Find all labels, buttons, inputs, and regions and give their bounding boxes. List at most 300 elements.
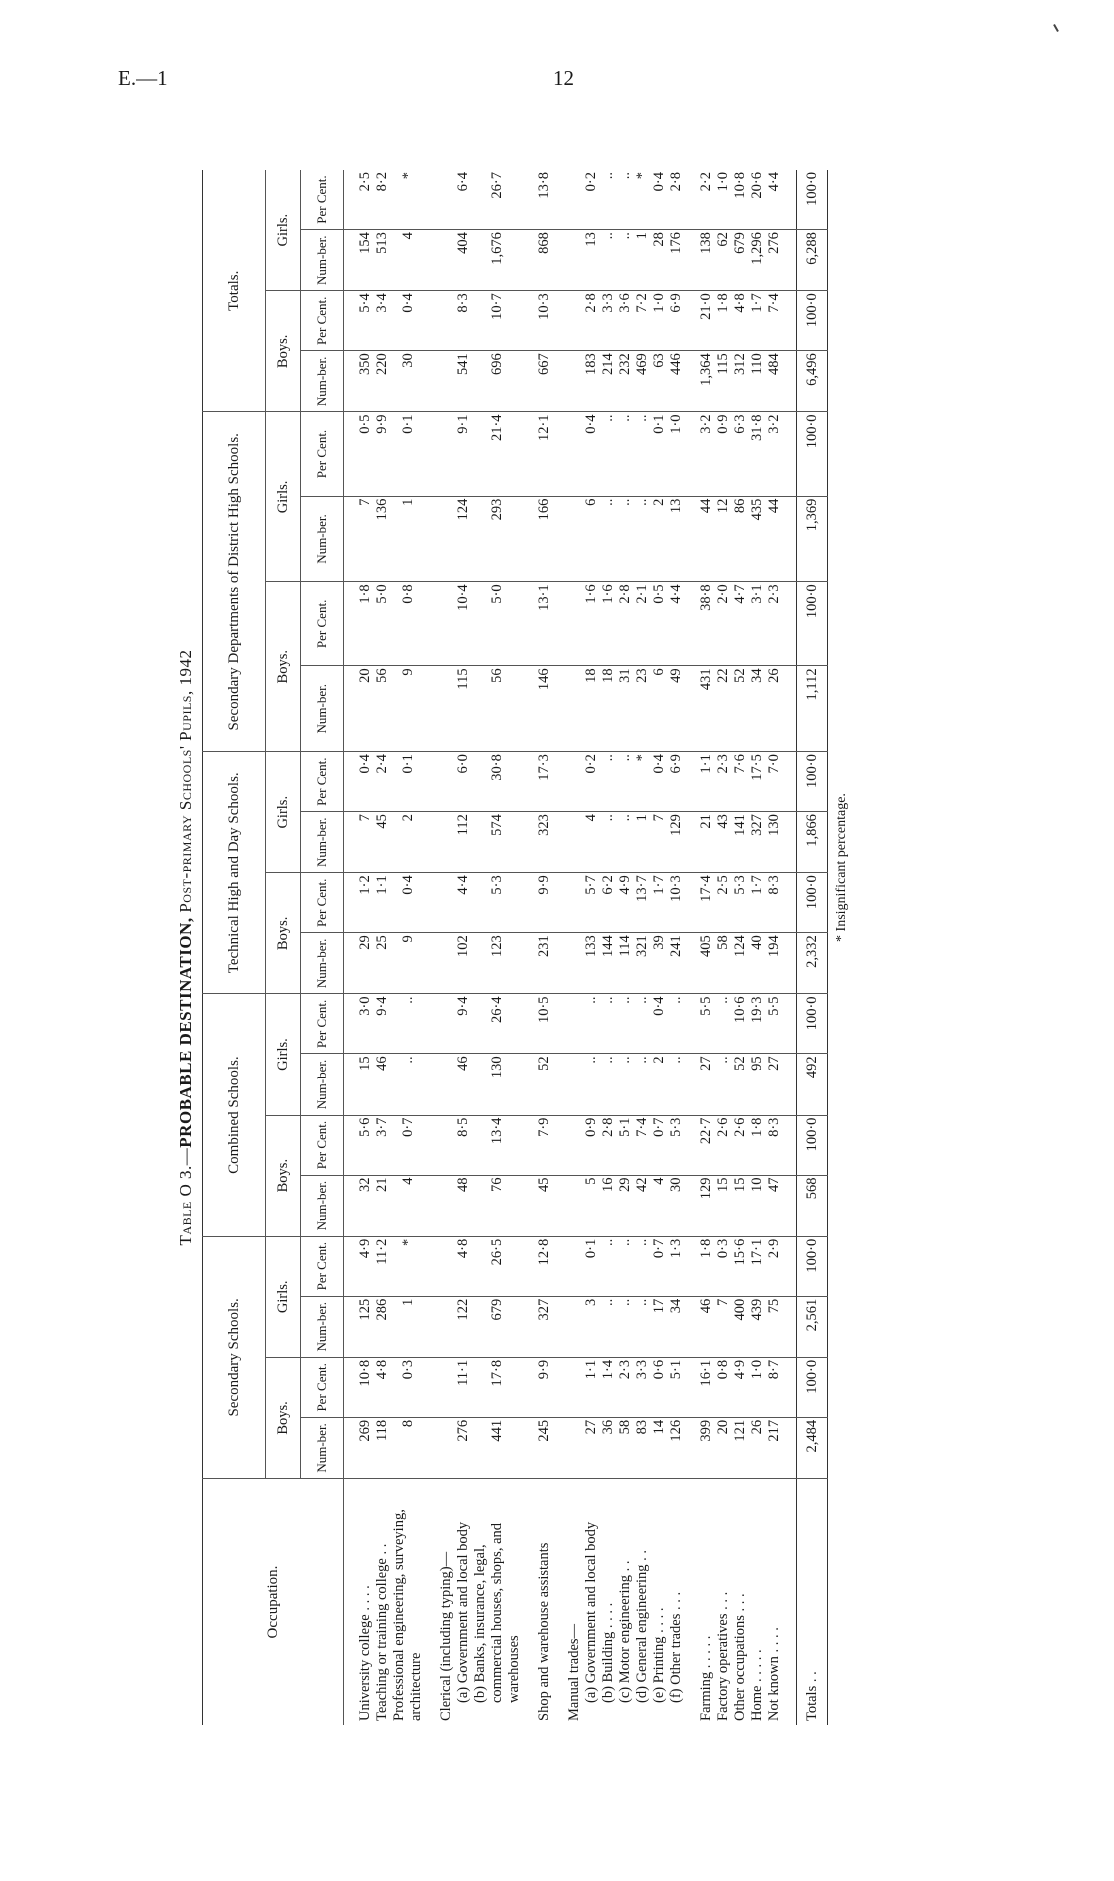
table-cell: 10 [749, 1175, 766, 1236]
table-cell: 16 [600, 1175, 617, 1236]
unit-header: Num-ber. [301, 1296, 344, 1357]
table-cell: 231 [536, 933, 553, 994]
spacer-cell [553, 170, 566, 230]
table-row [583, 170, 600, 1725]
table-cell: 102 [455, 933, 472, 994]
sex-header: Girls. [266, 412, 301, 582]
table-cell: 5·0 [472, 582, 523, 666]
occupation-label: Farming . . . . . [698, 1635, 714, 1721]
table-cell: 18 [600, 666, 617, 752]
table-cell: 32 [357, 1175, 374, 1236]
table-cell: 123 [472, 933, 523, 994]
rotated-table-block [170, 170, 930, 1725]
table-cell: 52 [732, 1054, 749, 1115]
table-cell: 4·8 [455, 1236, 472, 1296]
table-cell: 405 [698, 933, 715, 994]
table-cell: 2·0 [715, 582, 732, 666]
spacer-cell [783, 752, 797, 812]
spacer-cell [783, 170, 797, 230]
table-cell: 2,561 [797, 1296, 828, 1357]
table-cell: 513 [374, 230, 391, 291]
table-cell: 0·5 [357, 412, 374, 496]
table-cell: 138 [698, 230, 715, 291]
table-cell: 0·8 [391, 582, 425, 666]
table-cell: .. [617, 1054, 634, 1115]
sex-header: Girls. [266, 170, 301, 291]
spacer-cell [344, 752, 358, 812]
table-cell: 9·9 [536, 1357, 553, 1417]
table-row [634, 170, 651, 1725]
table-cell: 1,364 [698, 351, 715, 412]
table-cell: 46 [455, 1054, 472, 1115]
spacer-cell [523, 933, 536, 994]
spacer-cell [783, 496, 797, 582]
table-cell: 5·3 [472, 873, 523, 933]
table-cell: 2 [651, 496, 668, 582]
table-cell: 8·2 [374, 170, 391, 230]
spacer-cell [523, 873, 536, 933]
table-cell: 2 [651, 1054, 668, 1115]
table-cell: 321 [634, 933, 651, 994]
spacer-cell [553, 1054, 566, 1115]
spacer-cell [553, 1236, 566, 1296]
table-cell [438, 170, 455, 230]
unit-header: Per Cent. [301, 994, 344, 1054]
unit-header: Num-ber. [301, 496, 344, 582]
table-cell: 40 [749, 933, 766, 994]
table-row [472, 170, 523, 1725]
table-cell: 58 [715, 933, 732, 994]
table-cell: 217 [766, 1417, 783, 1478]
occupation-label: (a) Government and local body [455, 1521, 471, 1703]
table-cell: 21 [374, 1175, 391, 1236]
spacer-cell [344, 1296, 358, 1357]
table-cell: 293 [472, 496, 523, 582]
table-cell: 4 [391, 1175, 425, 1236]
occupation-label: (c) Motor engineering . . [617, 1560, 633, 1703]
table-cell: 1·2 [357, 873, 374, 933]
spacer-cell [553, 752, 566, 812]
table-cell: 44 [766, 496, 783, 582]
spacer-cell [523, 994, 536, 1054]
spacer-cell [553, 1479, 566, 1726]
spacer-cell [783, 1357, 797, 1417]
table-header [203, 170, 344, 1725]
spacer-cell [685, 752, 698, 812]
table-cell [566, 1296, 583, 1357]
table-cell: 133 [583, 933, 600, 994]
table-cell: 166 [536, 496, 553, 582]
table-cell: 129 [668, 812, 685, 873]
group-header: Combined Schools. [203, 994, 266, 1236]
table-cell: 2·1 [634, 582, 651, 666]
table-row [566, 170, 583, 1725]
table-cell [566, 933, 583, 994]
table-cell: 52 [732, 666, 749, 752]
table-cell: 4 [391, 230, 425, 291]
table-cell [438, 230, 455, 291]
table-cell: 5·1 [668, 1357, 685, 1417]
spacer-cell [685, 230, 698, 291]
spacer-cell [523, 666, 536, 752]
table-cell [438, 1054, 455, 1115]
table-cell: 48 [455, 1175, 472, 1236]
table-cell: 2·2 [698, 170, 715, 230]
table-cell [438, 1175, 455, 1236]
table-cell: 0·1 [651, 412, 668, 496]
table-cell: 0·4 [357, 752, 374, 812]
table-cell: 17·1 [749, 1236, 766, 1296]
sex-header: Boys. [266, 1357, 301, 1478]
table-cell: 13 [668, 496, 685, 582]
table-cell: .. [600, 812, 617, 873]
table-cell: 26·7 [472, 170, 523, 230]
table-cell: 126 [668, 1417, 685, 1478]
table-cell: 4·4 [455, 873, 472, 933]
table-row [732, 170, 749, 1725]
spacer-cell [344, 1054, 358, 1115]
table-cell: 45 [536, 1175, 553, 1236]
table-cell: 23 [634, 666, 651, 752]
table-cell: 95 [749, 1054, 766, 1115]
occupation-label: Professional engineering, surveying, architecture [391, 1509, 424, 1721]
table-cell: 110 [749, 351, 766, 412]
spacer-cell [783, 1296, 797, 1357]
spacer-cell [425, 812, 438, 873]
table-cell: 2·8 [617, 582, 634, 666]
table-cell: 276 [766, 230, 783, 291]
table-cell: 17·3 [536, 752, 553, 812]
table-cell [566, 666, 583, 752]
spacer-cell [685, 351, 698, 412]
table-cell: 44 [698, 496, 715, 582]
table-cell: 36 [600, 1417, 617, 1478]
table-cell: * [391, 1236, 425, 1296]
table-cell: 0·4 [391, 291, 425, 351]
table-cell: 29 [617, 1175, 634, 1236]
table-cell: 11·1 [455, 1357, 472, 1417]
table-cell: 38·8 [698, 582, 715, 666]
spacer-cell [523, 582, 536, 666]
table-cell: 31 [617, 666, 634, 752]
table-cell: 26·5 [472, 1236, 523, 1296]
table-cell: 269 [357, 1417, 374, 1478]
spacer-cell [344, 1417, 358, 1478]
table-cell: 22 [715, 666, 732, 752]
table-cell [566, 291, 583, 351]
spacer-cell [425, 1054, 438, 1115]
table-cell: 2·3 [617, 1357, 634, 1417]
spacer-cell [523, 1296, 536, 1357]
spacer-cell [783, 1417, 797, 1478]
occupation-label: (a) Government and local body [583, 1521, 599, 1703]
table-cell: .. [391, 994, 425, 1054]
table-cell: 3·0 [357, 994, 374, 1054]
spacer-cell [553, 291, 566, 351]
table-cell: .. [617, 170, 634, 230]
table-cell: .. [600, 1236, 617, 1296]
table-cell: 15 [357, 1054, 374, 1115]
table-cell: 5·7 [583, 873, 600, 933]
table-cell: 3·2 [766, 412, 783, 496]
table-cell: 30 [668, 1175, 685, 1236]
table-cell [438, 812, 455, 873]
table-cell: 3 [583, 1296, 600, 1357]
table-cell: .. [600, 994, 617, 1054]
table-title-rest: Post-primary Schools' Pupils, 1942 [176, 649, 195, 913]
table-cell: 130 [766, 812, 783, 873]
table-cell: 1,296 [749, 230, 766, 291]
spacer-cell [523, 291, 536, 351]
table-cell: 541 [455, 351, 472, 412]
sex-header: Girls. [266, 994, 301, 1115]
table-cell: 7 [357, 812, 374, 873]
table-cell: 52 [536, 1054, 553, 1115]
spacer-cell [783, 1236, 797, 1296]
table-cell [438, 582, 455, 666]
table-cell: 7·0 [766, 752, 783, 812]
table-cell: .. [600, 496, 617, 582]
spacer-cell [425, 1357, 438, 1417]
table-cell: 1·8 [715, 291, 732, 351]
table-cell: 667 [536, 351, 553, 412]
spacer-cell [685, 582, 698, 666]
table-cell: 5 [583, 1175, 600, 1236]
table-cell: .. [634, 1236, 651, 1296]
table-row [749, 170, 766, 1725]
spacer-cell [685, 1175, 698, 1236]
table-cell [566, 812, 583, 873]
table-cell: 12·8 [536, 1236, 553, 1296]
table-cell: 1·1 [374, 873, 391, 933]
table-cell: 9 [391, 666, 425, 752]
table-cell [438, 291, 455, 351]
table-cell: 10·6 [732, 994, 749, 1054]
spacer-row [783, 170, 797, 1725]
spacer-cell [783, 1175, 797, 1236]
page-number: 12 [553, 66, 574, 90]
spacer-cell [523, 496, 536, 582]
table-cell [438, 412, 455, 496]
table-cell: 1·1 [583, 1357, 600, 1417]
unit-header: Num-ber. [301, 666, 344, 752]
table-cell: 0·3 [391, 1357, 425, 1417]
table-cell: 100·0 [797, 994, 828, 1054]
table-cell: 9·1 [455, 412, 472, 496]
table-cell: 10·7 [472, 291, 523, 351]
table-cell: 2·6 [715, 1115, 732, 1175]
table-cell: 46 [374, 1054, 391, 1115]
table-cell: 8·3 [766, 1115, 783, 1175]
table-cell: 146 [536, 666, 553, 752]
spacer-row [523, 170, 536, 1725]
table-cell: 58 [617, 1417, 634, 1478]
table-cell: .. [600, 752, 617, 812]
table-cell: 7 [715, 1296, 732, 1357]
table-cell: 323 [536, 812, 553, 873]
spacer-cell [685, 933, 698, 994]
spacer-cell [344, 933, 358, 994]
table-cell: 100·0 [797, 412, 828, 496]
table-cell: 83 [634, 1417, 651, 1478]
table-cell: 0·9 [583, 1115, 600, 1175]
table-cell: 1·7 [749, 873, 766, 933]
table-cell: 49 [668, 666, 685, 752]
spacer-cell [553, 582, 566, 666]
table-cell: 9 [391, 933, 425, 994]
table-cell: 4·7 [732, 582, 749, 666]
table-cell: 7·2 [634, 291, 651, 351]
table-cell: 3·3 [600, 291, 617, 351]
table-cell: 10·4 [455, 582, 472, 666]
table-cell: 0·1 [583, 1236, 600, 1296]
table-cell: 214 [600, 351, 617, 412]
spacer-cell [425, 291, 438, 351]
table-cell: 2·3 [715, 752, 732, 812]
table-cell: 8·7 [766, 1357, 783, 1417]
unit-header: Num-ber. [301, 1054, 344, 1115]
table-cell: 3·4 [374, 291, 391, 351]
table-row [698, 170, 715, 1725]
table-cell: 25 [374, 933, 391, 994]
table-cell: 2·9 [766, 1236, 783, 1296]
table-cell: 100·0 [797, 582, 828, 666]
table-cell: 10·3 [536, 291, 553, 351]
table-cell [566, 496, 583, 582]
spacer-cell [553, 873, 566, 933]
table-cell: 399 [698, 1417, 715, 1478]
table-cell: 2·3 [766, 582, 783, 666]
table-cell: 6·9 [668, 291, 685, 351]
table-cell: .. [617, 994, 634, 1054]
table-cell: 112 [455, 812, 472, 873]
table-cell: 13·8 [536, 170, 553, 230]
table-cell [438, 933, 455, 994]
table-cell: 17·5 [749, 752, 766, 812]
table-title-bold: PROBABLE DESTINATION, [176, 917, 195, 1148]
table-cell: 6·9 [668, 752, 685, 812]
table-cell: 1,369 [797, 496, 828, 582]
table-cell: 4·4 [668, 582, 685, 666]
table-cell: 0·3 [715, 1236, 732, 1296]
table-cell: 2 [391, 812, 425, 873]
table-cell: 5·5 [698, 994, 715, 1054]
spacer-cell [685, 1115, 698, 1175]
table-cell: 679 [472, 1296, 523, 1357]
table-cell [566, 752, 583, 812]
occupation-header: Occupation. [203, 1479, 344, 1726]
spacer-cell [523, 230, 536, 291]
table-cell: 27 [583, 1417, 600, 1478]
table-cell: 7·4 [634, 1115, 651, 1175]
spacer-cell [553, 1115, 566, 1175]
table-cell: 6·4 [455, 170, 472, 230]
spacer-cell [523, 812, 536, 873]
spacer-cell [523, 1236, 536, 1296]
table-cell: 2·8 [600, 1115, 617, 1175]
table-row [357, 170, 374, 1725]
table-cell: 6·3 [732, 412, 749, 496]
table-cell: .. [600, 1296, 617, 1357]
table-cell: .. [617, 412, 634, 496]
table-cell [566, 170, 583, 230]
group-header: Secondary Departments of District High Schools. [203, 412, 266, 752]
spacer-cell [783, 412, 797, 496]
occupation-label: (e) Printing . . . . [651, 1607, 667, 1703]
occupation-label: Teaching or training college . . [374, 1543, 390, 1721]
table-cell: 17·4 [698, 873, 715, 933]
unit-header: Per Cent. [301, 1115, 344, 1175]
spacer-cell [425, 933, 438, 994]
table-cell: 6 [651, 666, 668, 752]
spacer-cell [344, 496, 358, 582]
table-cell: 4·8 [374, 1357, 391, 1417]
spacer-cell [553, 1175, 566, 1236]
table-cell: 12·1 [536, 412, 553, 496]
table-cell: 0·5 [651, 582, 668, 666]
destination-table [202, 170, 828, 1725]
table-cell [566, 412, 583, 496]
table-cell: .. [617, 1236, 634, 1296]
table-cell: 13·4 [472, 1115, 523, 1175]
table-cell: 122 [455, 1296, 472, 1357]
occupation-label: (d) General engineering . . [634, 1550, 650, 1703]
table-row [766, 170, 783, 1725]
spacer-cell [344, 1115, 358, 1175]
table-cell: 327 [749, 812, 766, 873]
occupation-label: Totals . . [797, 1479, 828, 1726]
spacer-cell [523, 170, 536, 230]
table-cell: .. [634, 1054, 651, 1115]
table-cell: 9·4 [374, 994, 391, 1054]
table-cell [438, 1296, 455, 1357]
table-cell: 696 [472, 351, 523, 412]
table-cell: 1·4 [600, 1357, 617, 1417]
table-cell [438, 666, 455, 752]
spacer-cell [425, 1479, 438, 1726]
spacer-cell [783, 1054, 797, 1115]
spacer-cell [685, 1296, 698, 1357]
table-cell: 276 [455, 1417, 472, 1478]
table-cell: 679 [732, 230, 749, 291]
spacer-cell [783, 351, 797, 412]
table-cell: 21 [698, 812, 715, 873]
unit-header: Num-ber. [301, 933, 344, 994]
table-cell: 34 [668, 1296, 685, 1357]
sex-header: Girls. [266, 752, 301, 873]
spacer-cell [344, 1175, 358, 1236]
spacer-cell [344, 666, 358, 752]
table-cell [566, 582, 583, 666]
table-cell: 0·1 [391, 752, 425, 812]
table-cell: 141 [732, 812, 749, 873]
table-cell: 17 [651, 1296, 668, 1357]
table-cell [566, 1115, 583, 1175]
table-cell: 1·0 [668, 412, 685, 496]
table-cell: 2,332 [797, 933, 828, 994]
spacer-cell [685, 994, 698, 1054]
sex-header: Boys. [266, 873, 301, 994]
spacer-cell [425, 1296, 438, 1357]
table-cell: 100·0 [797, 1236, 828, 1296]
table-cell: 13·7 [634, 873, 651, 933]
spacer-cell [425, 873, 438, 933]
table-cell: 9·9 [536, 873, 553, 933]
table-cell: .. [600, 230, 617, 291]
spacer-row [685, 170, 698, 1725]
table-cell: 75 [766, 1296, 783, 1357]
table-cell: 868 [536, 230, 553, 291]
